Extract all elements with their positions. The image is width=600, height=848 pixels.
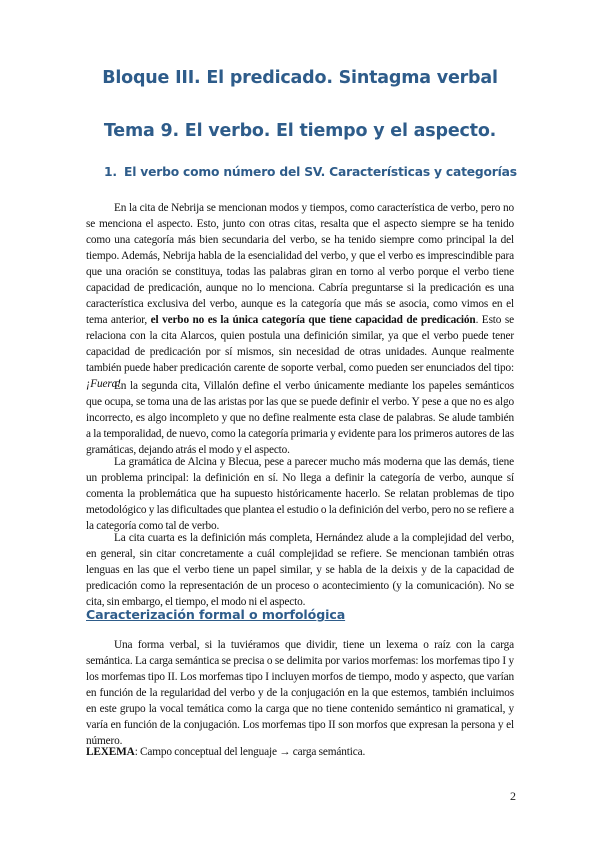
paragraph-1-text-b: . Esto se relaciona con la cita Alarcos, quien postula una definición similar, ya que el verbo puede tener capacidad de predicación por sí mismos, sin necesidad de otras unidades. Aunque realmente también puede haber predicación carente de soporte verbal, como pueden ser enunciados del tipo:	[86, 314, 514, 374]
paragraph-4	[86, 530, 514, 610]
page-number: 2	[510, 789, 516, 803]
section-heading	[104, 165, 524, 179]
paragraph-6	[86, 744, 514, 760]
subheading: Caracterización formal o morfológica	[86, 607, 346, 622]
paragraph-4-text: La cita cuarta es la definición más completa, Hernández alude a la complejidad del verbo, en general, sin citar concretamente a cuál complejidad se refiere. Se mencionan también otras lenguas en las que el verbo tiene un papel similar, y se habla de la deixis y de la capacidad de predicación como la representación de un proceso o acontecimiento (y la comunicación). No se cita, sin embargo, el tiempo, el modo ni el aspecto.	[86, 532, 514, 608]
paragraph-3-text: La gramática de Alcina y Blecua, pese a parecer mucho más moderna que las demás, tiene un problema principal: la definición en sí. No llega a definir la categoría de verbo, aunque sí comenta la problemática que ha supuesto históricamente hacerlo. Se relatan problemas de tipo metodológico y las dificultades que plantea el estudio o la definición del verbo, pero no se refiere a la categoría como tal de verbo.	[86, 456, 514, 532]
paragraph-3	[86, 454, 514, 534]
paragraph-5-text: Una forma verbal, si la tuviéramos que dividir, tiene un lexema o raíz con la carga semántica. La carga semántica se precisa o se delimita por varios morfemas: los morfemas tipo I y los morfemas tipo II. Los morfemas tipo I incluyen morfos de tiempo, modo y aspecto, que varían en función de la regularidad del verbo y de la conjugación en la que estemos, también incluimos en este grupo la vocal temática como la carga que no tiene contenido semántico ni gramatical, y varía en función de la conjugación. Los morfemas tipo II son morfos que expresan la persona y el número.	[86, 639, 514, 747]
paragraph-1-bold: el verbo no es la única categoría que tiene capacidad de predicación	[150, 314, 476, 326]
block-heading: Bloque III. El predicado. Sintagma verbal	[102, 68, 498, 88]
lexema-definition: : Campo conceptual del lenguaje → carga semántica.	[134, 746, 366, 758]
tema-heading: Tema 9. El verbo. El tiempo y el aspecto.	[103, 121, 497, 141]
paragraph-2	[86, 378, 514, 458]
paragraph-1-text-a: En la cita de Nebrija se mencionan modos y tiempos, como característica de verbo, pero no se menciona el aspecto. Esto, junto con otras citas, resalta que el aspecto siempre se ha tenido como una categoría más bien secundaria del verbo, se ha tenido siempre como principal la del tiempo. Además, Nebrija habla de la esencialidad del verbo, y que el verbo es imprescindible para que una oración se constituya, todas las palabras giran en torno al verbo porque el verbo tiene capacidad de predicación, aunque no lo menciona. Cabría preguntarse si la predicación es una característica exclusiva del verbo, aunque es la categoría que más se asocia, como vimos en el tema anterior,	[86, 202, 514, 326]
paragraph-5	[86, 637, 514, 749]
paragraph-2-text: En la segunda cita, Villalón define el verbo únicamente mediante los papeles semánticos que ocupa, se toma una de las aristas por las que se puede definir el verbo. Y pese a que no es algo incorrecto, es algo incompleto y que no define realmente esta clase de palabras. Se alude también a la temporalidad, de nuevo, como la categoría primaria y evidente para los primeros autores de las gramáticas, dejando atrás el modo y el aspecto.	[86, 380, 514, 456]
paragraph-1-italic: ¡Fuera!	[86, 378, 121, 390]
lexema-label: LEXEMA	[86, 746, 135, 758]
paragraph-1	[86, 200, 514, 392]
section-number: 1.	[104, 165, 117, 179]
section-title: El verbo como número del SV. Características y categorías	[124, 165, 517, 179]
